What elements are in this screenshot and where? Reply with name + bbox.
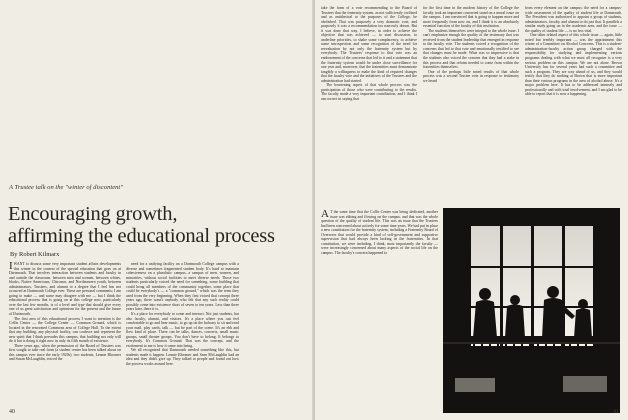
r-col2-paragraph-1: for the first time in the modern history of the College the faculty took an important concerted stand on a moral issue on the campus. I am convinced that is going to happen more and more frequently from now on, and I think it is an absolutely essential function of the faculty of this institution. — [423, 6, 519, 29]
r-col1-paragraph-1: take the form of a vote recommending to the Board of Trustees that the fraternity system, as not sufficiently civilized and as antithetical to the purposes of the College, be abolished. That was purposely a very dramatic vote, and purposely it was a recommendation too narrowly drawn. But it was done that way, I believe, in order to achieve the objective that was achieved — to start discussion, to underline priorities, to shake some complacency, to achieve some introspection and some recognition of the need for reevaluation by not only the fraternity system but by everybody. The Trustees' response to that vote was an endorsement of the concerns that led to it and a statement that the fraternity system would be under close surveillance for one year and, moreover, that the fraternities must demonstrate tangibly a willingness to make the kind of required changes that the faculty vote and the initiatives of the Trustees and the administration had started. — [321, 6, 417, 83]
col1-paragraph-1: WANT to discuss some very important student affairs developments this winter in the context of the special education that goes on at Dartmouth. That involves interaction between students and faculty in and outside the classroom, between men and women, between whites, blacks, Native Americans, Chicanos, and Northeastern youth, between administrators, Trustees, and alumni to a degree that I feel has not occurred at Dartmouth College ever. These are personal comments; I am going to make — and some may disagree with me — but I think the educational process that is going on at this college now, particularly over the last few months, is of a level and type that should give every one of us great satisfaction and optimism for the present and the future of Dartmouth. — [9, 262, 121, 317]
col2-paragraph-2: It's a place for everybody to come and interact. Not just students, but also faculty, alumni, and visitors. It's a place where you can feel comfortable to go and hear music, to go up on the balcony to sit and read your mail, play cards, talk — but be part of the scene. It's an ebb and flow kind of place. There can be talks, dances, concerts, small music groups, small theater groups. You don't have to belong. It belongs to everybody. It's Common Ground. That was the concept, and the excitement to me is how it came into being. — [126, 312, 239, 348]
col2-paragraph-3: We all recognized that Dartmouth needed something like this, but students made it happen. Lennie Bloomer and Sean McLaughlin had an idea and they didn't give up. They talked to people and found out how the process works around here. — [126, 348, 239, 367]
r-col4-paragraph-1: T the same time that the Collis Center was being dedicated, another issue was ebbing and flowing on the campus, and that was the whole question of the quality of student life. This was an issue that the Trustees had been concerned about actively for some time years. We had put in place a new constitution for the fraternity system, including a Fraternity Board of Overseers that would provide a kind of self-government and supportive supervision that had always been lacking in the fraternities. In that constitution, we were including, I think, most importantly the faculty — were increasingly concerned about many aspects of the social life on the campus. The faculty's concern happened to — [321, 210, 438, 255]
right-column-3 — [525, 6, 622, 206]
left-intro-column — [9, 6, 103, 176]
r-col3-paragraph-1: from every element on the campus: the need for a campus-wide assessment of the quality of student life at Dartmouth. The President was authorized to appoint a group of students, administrators, faculty, and alumni to do just that. It parallels a similar study going on in the academic area, and the issue — the quality of student life — is no less vital. — [525, 6, 622, 33]
silhouette-photo — [443, 208, 620, 413]
r-col2-paragraph-2: The students themselves were integral to the whole issue. I can't emphasize enough the quality of the testimony that was received from the student leadership that emerged in response to the faculty vote. The students voiced a recognition of the concerns that led to that vote and emotionally testified to see that changes must be made. What was so impressive is that the students also voiced the concern that they had a stake in this process and that reform needed to come from within the fraternities themselves. — [423, 28, 519, 70]
headline-line-1: Encouraging growth, — [8, 203, 178, 225]
left-column-2 — [126, 262, 239, 407]
article-headline — [8, 203, 308, 247]
r-col2-paragraph-3: One of the perhaps little noted results of that whole process was a second Trustee vote in response to testimony we heard — [423, 69, 519, 83]
col1-paragraph-2: The first area of this educational process I want to mention is the Collis Center — the College Center — Common Ground, which is located in the renovated Commons area of College Hall. To the extent that any building, any physical facility, can coalesce and represent the new spirit that I think pervades this campus, that building not only will do it but is doing it right now in only its fifth month of existence. — [9, 316, 121, 344]
right-column-1 — [321, 6, 417, 206]
left-column-1 — [9, 262, 121, 407]
right-page — [315, 0, 628, 420]
article-kicker: A Trustee talk on the "winter of discontent" — [9, 184, 124, 191]
left-page — [0, 0, 313, 420]
left-column-3 — [244, 262, 308, 407]
silhouette-photo-svg — [443, 208, 620, 413]
page-number-left: 40 — [9, 409, 15, 415]
page-number-right: 41 — [613, 409, 619, 415]
r-col3-paragraph-2: One other related aspect of this whole issue — again, little noted but terribly important — was the appointment this winter of a Committee on Alcohol Concerns. This is a student-administration-faculty action group charged with the responsibility for studying and implementing various programs dealing with what we must all recognize is a very serious problem on this campus. We are not alone. Brown University has for several years had such a committee and such a program. They are way ahead of us, and they would testify that they do nothing at Brown that is more important than their various programs in the area of alcohol abuse. It's a major problem here. It has to be addressed intensely and professionally and with total involvement, and I am glad to be able to report that it is now a happening. — [525, 33, 622, 97]
byline: By Robert Kilmarx — [10, 251, 60, 258]
right-column-2 — [423, 6, 519, 206]
r-col1-paragraph-2: The heartening aspect of that whole process was the participation of those who were contributing to the results. The faculty made a very important contribution, and I think I am correct in saying that — [321, 83, 417, 101]
drop-cap: I — [9, 262, 13, 272]
headline-line-2: affirming the educational process — [8, 225, 275, 247]
drop-cap-a: A — [321, 210, 329, 220]
col2-paragraph-1: need for a unifying facility on a Dartmouth College campus with a diverse and sometimes fragmented student body. It's hard to maintain cohesiveness on a pluralistic campus, a campus of men, women, and minorities, without social facilities to meet diverse needs. Those two students particularly voiced the need for something, some building that could bring all members of the community together, some place that could be everybody's — a "common ground," which was the term they used from the very beginning. When they first voiced that concept three years ago, there wasn't anybody who felt that any such reality could possibly come into existence short of seven to ten years. Less than three years later, there it is. — [126, 262, 239, 312]
col1-paragraph-3: Three years ago, when the permission of the Board of Trustees was first sought to take real form (a student center has been talked about on this campus ever since the early 1920s), two students, Lennie Bloomer and Susan McLaughlin, voiced the — [9, 343, 121, 362]
right-column-4 — [321, 210, 438, 410]
